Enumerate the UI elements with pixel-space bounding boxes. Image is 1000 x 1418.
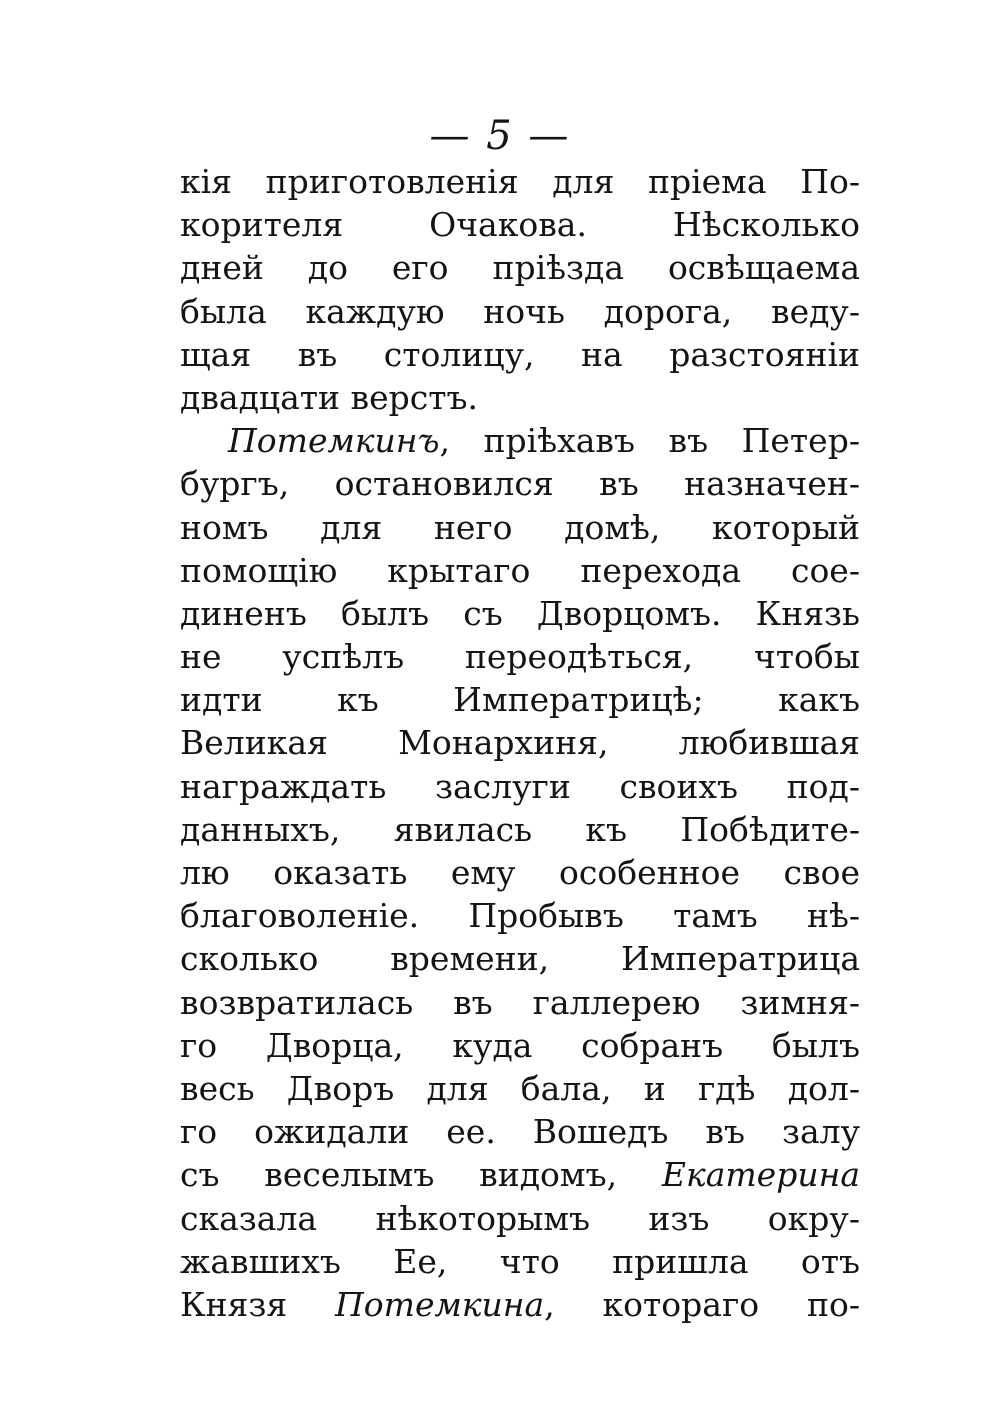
text-line: награждать заслуги своихъ под- <box>180 766 860 806</box>
text-line: сколько времени, Императрица <box>180 939 860 979</box>
text-line: дней до его пріѣзда освѣщаема <box>180 248 860 288</box>
text-line: была каждую ночь дорога, веду- <box>180 291 860 331</box>
page-number: — 5 — <box>429 113 571 159</box>
paragraph-end-line: двадцати верстъ. <box>180 377 478 417</box>
text-line: диненъ былъ съ Дворцомъ. Князь <box>180 593 860 633</box>
person-name: Екатерина <box>661 1155 860 1195</box>
text-line: бургъ, остановился въ назначен- <box>180 464 860 504</box>
text-line: идти къ Императрицѣ; какъ <box>180 680 860 720</box>
text-line: щая въ столицу, на разстояніи <box>180 334 860 374</box>
text-line: сказала нѣкоторымъ изъ окру- <box>180 1198 860 1238</box>
text-line: корителя Очакова. Нѣсколько <box>180 205 860 245</box>
text-line: возвратилась въ галлерею зимня- <box>180 982 860 1022</box>
text-line: Великая Монархиня, любившая <box>180 723 860 763</box>
text-line: благоволеніе. Пробывъ тамъ нѣ- <box>180 896 860 936</box>
text-line: весь Дворъ для бала, и гдѣ дол- <box>180 1068 860 1108</box>
text-line: не успѣлъ переодѣться, чтобы <box>180 637 860 677</box>
text-line: го ожидали ее. Вошедъ въ залу <box>180 1112 860 1152</box>
text-line: лю оказать ему особенное свое <box>180 853 860 892</box>
text-line: помощію крытаго перехода сое- <box>180 550 860 590</box>
text-line: данныхъ, явилась къ Побѣдите- <box>180 809 860 849</box>
person-name: Потемкинъ <box>228 421 440 461</box>
text-line: кія приготовленія для пріема По- <box>180 162 860 201</box>
text-line: Князя Потемкина, котораго по- <box>180 1284 860 1324</box>
paragraph-start-line: Потемкинъ, пріѣхавъ въ Петер- <box>228 421 860 461</box>
person-name: Потемкина <box>335 1284 545 1324</box>
text-line: съ веселымъ видомъ, Екатерина <box>180 1155 860 1195</box>
body-text <box>180 160 860 1326</box>
text-line: жавшихъ Ее, что пришла отъ <box>180 1241 860 1281</box>
text-line: номъ для него домѣ, который <box>180 507 860 547</box>
text-line: го Дворца, куда собранъ былъ <box>180 1025 860 1065</box>
